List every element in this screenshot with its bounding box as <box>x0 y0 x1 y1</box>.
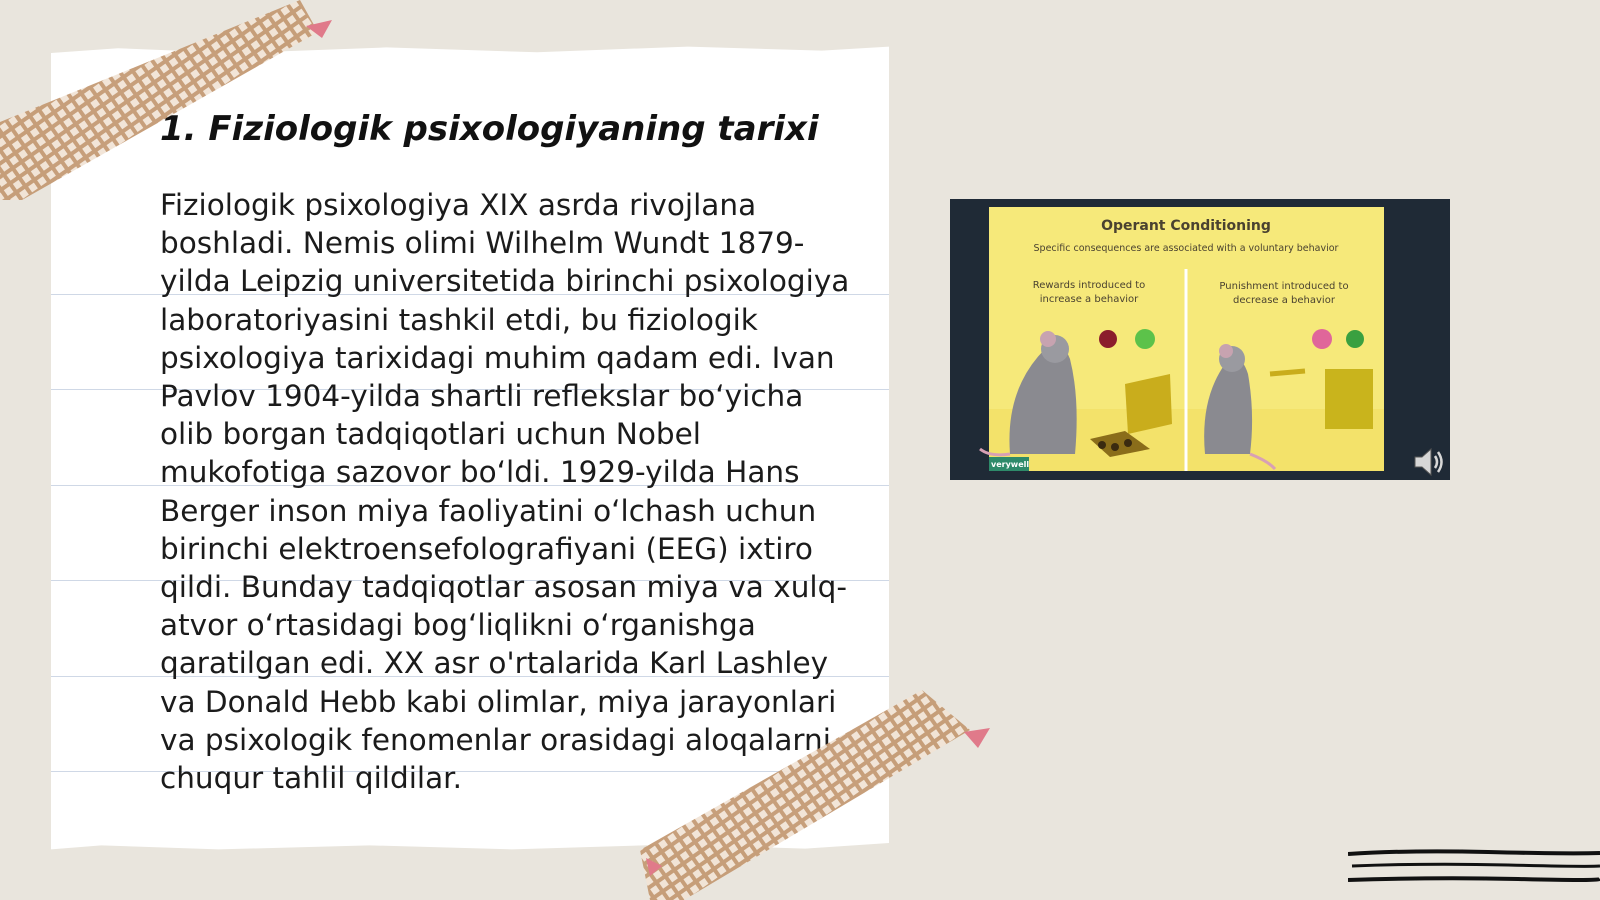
green-light-icon <box>1135 329 1155 349</box>
lever-box-illustration <box>1325 369 1373 429</box>
washi-tape-bottom <box>640 690 995 900</box>
rewards-caption: Rewards introduced to <box>1032 280 1146 291</box>
brand-label: verywell <box>991 460 1030 469</box>
video-player[interactable] <box>950 199 1450 480</box>
punishment-caption: Punishment introduced to <box>1219 281 1349 292</box>
slide-title: 1. Fiziologik psixologiyaning tarixi <box>160 109 819 149</box>
slide-body-text: Fiziologik psixologiya XIX asrda rivojlana boshladi. Nemis olimi Wilhelm Wundt 1879-yilda Leipzig universitetida birinchi psixologiya laboratoriyasini tashkil etdi, bu fiziologik psixologiya tarixidagi muhim qadam edi. Ivan Pavlov 1904-yilda shartli reflekslar bo‘yicha olib borgan tadqiqotlari uchun Nobel mukofotiga sazovor bo‘ldi. 1929-yilda Hans Berger inson miya faoliyatini o‘lchash uchun birinchi elektroensefolografiyani (EEG) ixtiro qildi. Bunday tadqiqotlar asosan miya va xulq-atvor o‘rtasidagi bog‘liqlikni o‘rganishga qaratilgan edi. XX asr o'rtalarida Karl Lashley va Donald Hebb kabi olimlar, miya jarayonlari va psixologik fenomenlar orasidagi aloqalarni chuqur tahlil qildilar. <box>160 188 850 796</box>
video-subtitle: Specific consequences are associated with a voluntary behavior <box>1033 243 1339 254</box>
lever-illustration <box>1270 371 1305 374</box>
red-light-icon <box>1099 330 1117 348</box>
washi-tape-top-left <box>0 0 340 210</box>
green-light-icon-right <box>1346 330 1364 348</box>
punishment-caption-2: decrease a behavior <box>1233 295 1335 306</box>
rewards-caption-2: increase a behavior <box>1039 294 1139 305</box>
pink-light-icon <box>1312 329 1332 349</box>
video-title: Operant Conditioning <box>1101 218 1271 234</box>
speaker-icon[interactable] <box>1413 446 1447 478</box>
decorative-brush-lines <box>1348 848 1600 888</box>
video-thumbnail <box>950 199 1450 480</box>
